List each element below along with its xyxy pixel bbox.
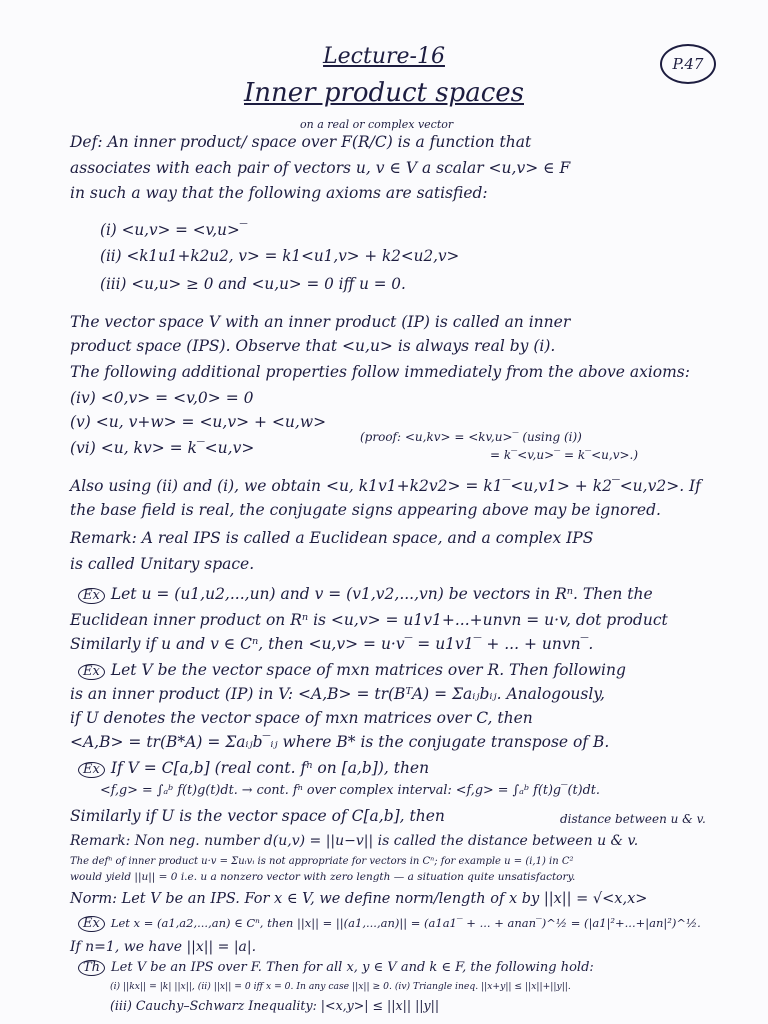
example-2-line-4: <A,B> = tr(B*A) = Σaᵢⱼb‾ᵢⱼ where B* is the conjugate transpose of B.: [70, 733, 610, 751]
example-label: Ex: [78, 664, 105, 680]
axiom-2: (ii) <k1u1+k2u2, v> = k1<u1,v> + k2<u2,v>: [100, 247, 460, 265]
proof-line-2: = k‾<v,u>‾ = k‾<u,v>.): [490, 448, 639, 462]
axiom-1: (i) <u,v> = <v,u>‾: [100, 221, 248, 239]
ips-line-1: The vector space V with an inner product (IP) is called an inner: [70, 313, 571, 331]
definition-line-2: associates with each pair of vectors u, v ∈ V a scalar <u,v> ∈ F: [70, 159, 571, 177]
page-number: P.47: [672, 55, 704, 73]
example-label: Ex: [78, 762, 105, 778]
page-title: Inner product spaces: [243, 78, 524, 108]
example-3-line-1: [78, 760, 738, 778]
property-4: (iv) <0,v> = <v,0> = 0: [70, 389, 254, 407]
lecture-number: Lecture-16: [323, 44, 445, 69]
remark-line-1: Remark: A real IPS is called a Euclidean space, and a complex IPS: [70, 529, 594, 547]
also-line-1: Also using (ii) and (i), we obtain <u, k1v1+k2v2> = k1‾<u,v1> + k2‾<u,v2>. If: [70, 477, 701, 495]
also-line-2: the base field is real, the conjugate signs appearing above may be ignored.: [70, 501, 661, 519]
example-label: Ex: [78, 588, 105, 604]
remark-2-line-3: would yield ||u|| = 0 i.e. u a nonzero vector with zero length — a situation quite unsatisfactory.: [70, 871, 576, 883]
example-2-line-3: if U denotes the vector space of mxn matrices over C, then: [70, 709, 533, 727]
remark-2-line-2: The defⁿ of inner product u·v = Σuᵢvᵢ is not appropriate for vectors in Cⁿ; for example u = (i,1) in C²: [70, 856, 574, 867]
definition-insert: on a real or complex vector: [300, 118, 454, 131]
axiom-3: (iii) <u,u> ≥ 0 and <u,u> = 0 iff u = 0.: [100, 275, 406, 293]
definition-line-1: Def: An inner product/ space over F(R/C) is a function that: [70, 133, 532, 151]
example-1-line-1: [78, 586, 738, 604]
example-label: Ex: [78, 916, 105, 932]
definition-line-3: in such a way that the following axioms are satisfied:: [70, 184, 488, 202]
theorem-line-1: [78, 960, 738, 976]
example-1-text: Let u = (u1,u2,...,un) and v = (v1,v2,...,vn) be vectors in Rⁿ. Then the: [110, 585, 653, 603]
example-3-note: distance between u & v.: [560, 812, 706, 826]
ips-line-3: The following additional properties follow immediately from the above axioms:: [70, 363, 690, 381]
theorem-line-2: (i) ||kx|| = |k| ||x||, (ii) ||x|| = 0 iff x = 0. In any case ||x|| ≥ 0. (iv) Triangle ineq. ||x+y|| ≤ ||x||+||y||.: [110, 981, 571, 992]
theorem-line-3: (iii) Cauchy–Schwarz Inequality: |<x,y>| ≤ ||x|| ||y||: [110, 999, 440, 1014]
example-4-line-2: If n=1, we have ||x|| = |a|.: [70, 939, 257, 955]
remark-line-2: is called Unitary space.: [70, 555, 255, 573]
example-2-line-1: [78, 662, 738, 680]
norm-definition: Norm: Let V be an IPS. For x ∈ V, we define norm/length of x by ||x|| = √<x,x>: [70, 891, 648, 907]
remark-2-line-1: Remark: Non neg. number d(u,v) = ||u−v|| is called the distance between u & v.: [70, 833, 639, 849]
example-2-line-2: is an inner product (IP) in V: <A,B> = tr(BᵀA) = Σaᵢⱼbᵢⱼ. Analogously,: [70, 685, 605, 703]
property-5: (v) <u, v+w> = <u,v> + <u,w>: [70, 413, 327, 431]
example-3-line-2: <f,g> = ∫ₐᵇ f(t)g(t)dt. → cont. fⁿ over complex interval: <f,g> = ∫ₐᵇ f(t)g‾(t)dt.: [100, 783, 600, 798]
property-6: (vi) <u, kv> = k‾<u,v>: [70, 439, 255, 457]
example-4-line-1: [78, 916, 738, 932]
example-1-line-3: Similarly if u and v ∈ Cⁿ, then <u,v> = u·v‾ = u1v1‾ + ... + unvn‾.: [70, 635, 594, 653]
example-2-text: Let V be the vector space of mxn matrices over R. Then following: [110, 661, 626, 679]
example-4-text: Let x = (a1,a2,...,an) ∈ Cⁿ, then ||x|| = ||(a1,...,an)|| = (a1a1‾ + ... + anan‾)^½ = (|a1|²+...+|an|²)^½.: [110, 916, 701, 930]
theorem-label: Th: [78, 960, 105, 976]
ips-line-2: product space (IPS). Observe that <u,u> is always real by (i).: [70, 337, 556, 355]
example-1-line-2: Euclidean inner product on Rⁿ is <u,v> = u1v1+...+unvn = u·v, dot product: [70, 611, 668, 629]
theorem-text: Let V be an IPS over F. Then for all x, y ∈ V and k ∈ F, the following hold:: [111, 960, 594, 975]
proof-line-1: (proof: <u,kv> = <kv,u>‾ (using (i)): [360, 430, 582, 444]
example-3-line-3: Similarly if U is the vector space of C[a,b], then: [70, 807, 445, 825]
example-3-text: If V = C[a,b] (real cont. fⁿ on [a,b]), then: [110, 759, 430, 777]
